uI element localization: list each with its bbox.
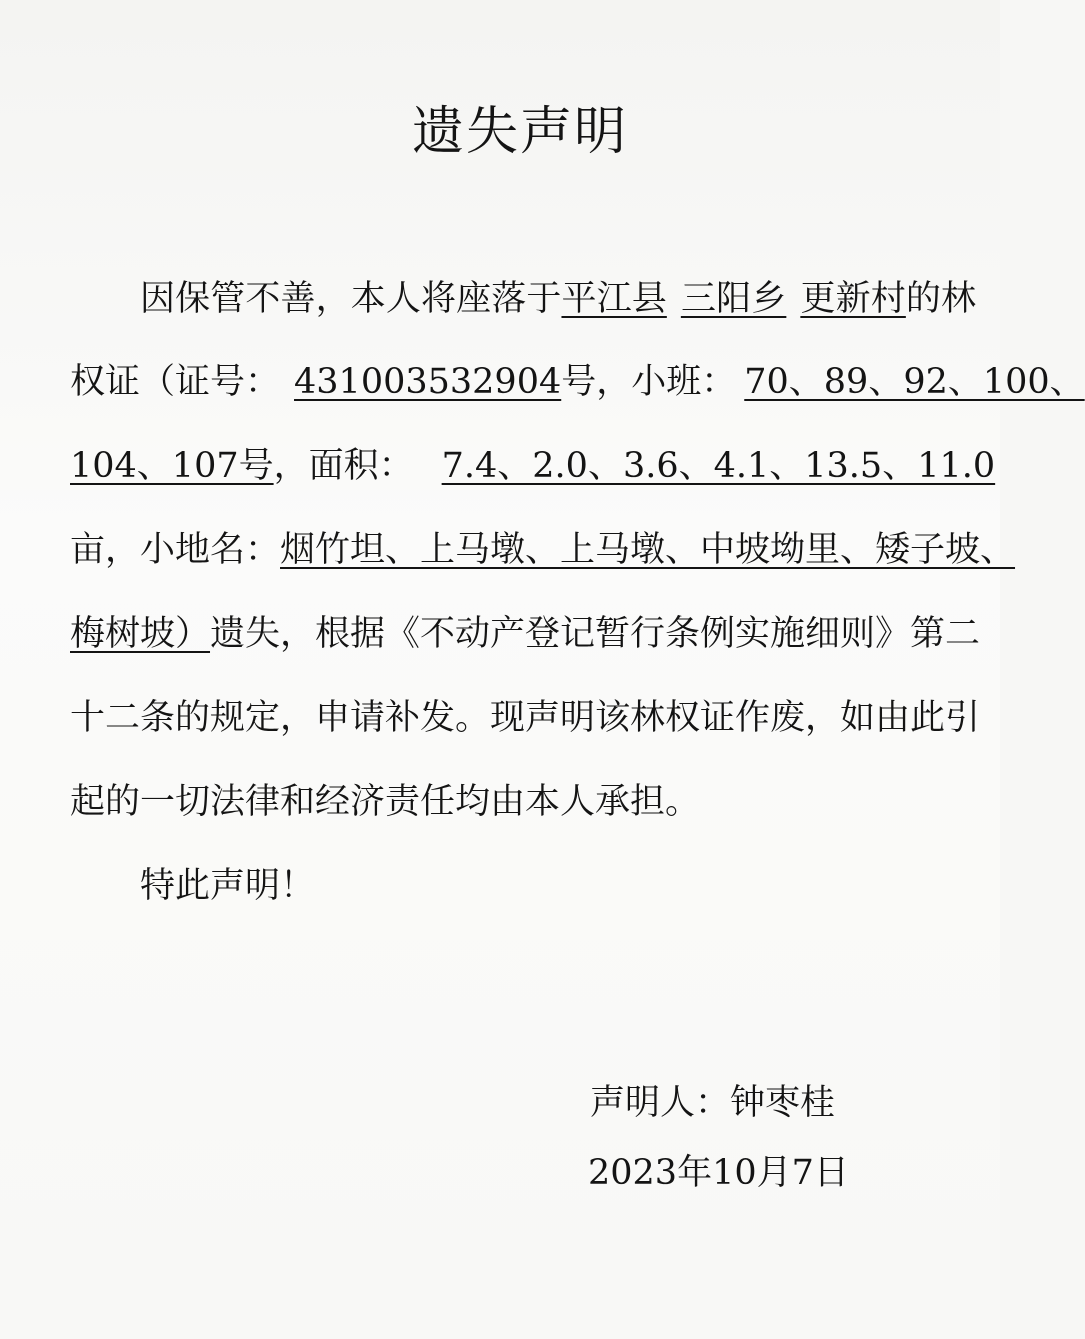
plot-numbers-a: 70、89、92、100、 <box>744 362 1085 402</box>
paragraph-line-6: 十二条的规定，申请补发。现声明该林权证作废，如由此引 <box>70 698 981 738</box>
line2-mid: 号，小班： <box>561 362 737 402</box>
line1-post: 的林 <box>905 279 976 319</box>
document-date: 2023年10月7日 <box>588 1153 849 1193</box>
closing-statement: 特此声明！ <box>140 866 316 906</box>
county: 平江县 <box>561 279 667 319</box>
line3-mid: ，面积： <box>273 446 414 486</box>
document-title: 遗失声明 <box>411 102 628 162</box>
signer-label: 声明人： <box>590 1083 731 1123</box>
paragraph-line-7: 起的一切法律和经济责任均由本人承担。 <box>70 782 701 822</box>
location-underlined <box>561 279 905 319</box>
paragraph-line-3 <box>70 441 996 491</box>
paragraph-line-2 <box>70 357 1085 407</box>
place-names-b: 梅树坡） <box>70 614 211 654</box>
paragraph-line-1 <box>140 274 976 324</box>
plot-numbers-b: 104、107号 <box>70 446 274 486</box>
paragraph-line-5 <box>70 609 981 659</box>
signer-name: 钟枣桂 <box>730 1083 836 1123</box>
village: 更新村 <box>800 279 906 319</box>
paragraph-line-4 <box>70 525 1016 575</box>
certificate-number: 431003532904 <box>294 362 562 402</box>
line2-pre: 权证（证号： <box>70 362 281 402</box>
township: 三阳乡 <box>680 279 787 319</box>
line1-pre: 因保管不善，本人将座落于 <box>140 279 562 319</box>
line5-post: 遗失，根据《不动产登记暂行条例实施细则》第二 <box>210 614 981 654</box>
place-names-a: 烟竹坦、上马墩、上马墩、中坡坳里、矮子坡、 <box>280 530 1016 570</box>
line4-pre: 亩，小地名： <box>70 530 281 570</box>
signer <box>590 1078 835 1128</box>
areas: 7.4、2.0、3.6、4.1、13.5、11.0 <box>441 446 996 486</box>
